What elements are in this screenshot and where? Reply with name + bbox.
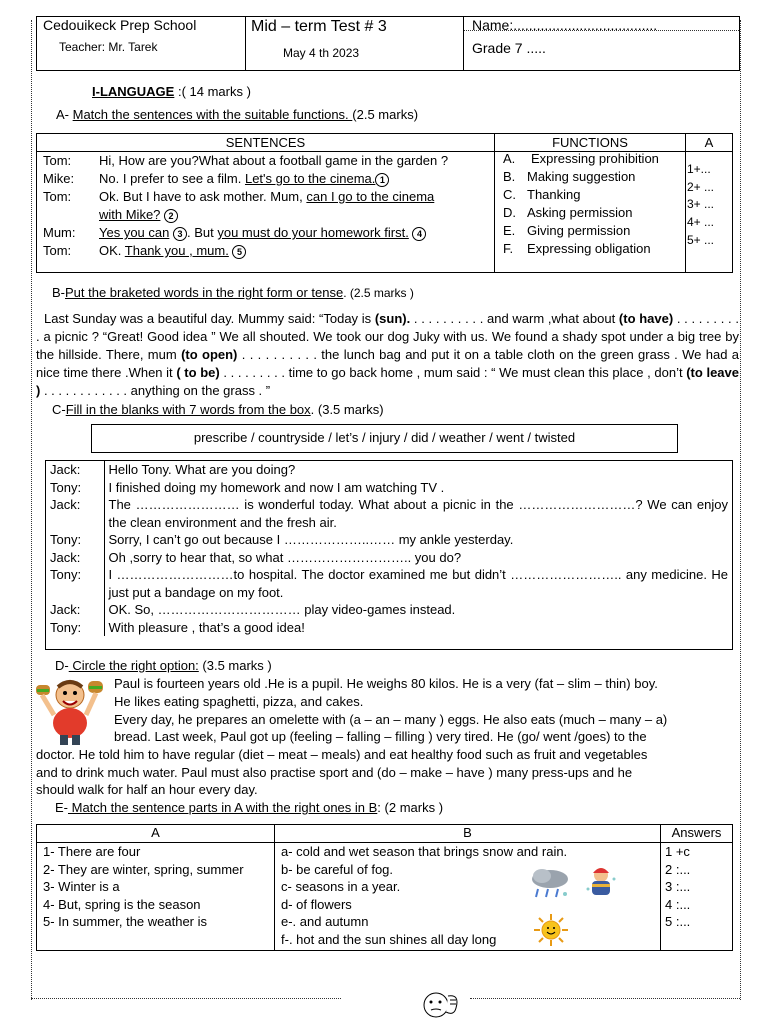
header-middle-cell [245, 17, 464, 70]
bracket-word: (to have) [618, 311, 674, 326]
function-letter: E. [503, 223, 516, 238]
page-border-bottom-right [470, 998, 740, 999]
part-a-instruction: Match the sentences with the suitable functions. [72, 107, 353, 122]
circled-number: 4 [412, 227, 426, 241]
part-c-instruction: Fill in the blanks with 7 words from the box [65, 402, 311, 417]
dialogue-line[interactable]: Sorry, I can’t go out because I ………………..…… my ankle yesterday. [108, 532, 514, 547]
page-border-right [740, 20, 741, 1000]
bracket-word: (to open) [181, 347, 238, 362]
part-d-line[interactable]: bread. Last week, Paul got up (feeling – falling – filling ) very tired. He (go/ went /goes) to the [114, 729, 647, 744]
column-b-header: B [463, 825, 472, 840]
section-title-marks: :( 14 marks ) [177, 84, 251, 99]
part-d-line[interactable]: Every day, he prepares an omelette with (a – an – many ) eggs. He also eats (much – many – a) [114, 712, 668, 727]
answer-slot[interactable]: 1+... [687, 162, 711, 176]
dialogue-line: Hello Tony. What are you doing? [108, 462, 296, 477]
header-table [36, 16, 740, 71]
function-text: Thanking [527, 187, 581, 202]
dialogue-row [46, 479, 732, 497]
part-e-instruction: Match the sentence parts in A with the right ones in B [68, 800, 378, 815]
teacher-name: Teacher: Mr. Tarek [59, 40, 158, 54]
column-a-item: 2- They are winter, spring, summer [43, 862, 244, 877]
answer-slot[interactable]: 3 :... [665, 879, 691, 894]
part-e-prefix: E- [55, 800, 68, 815]
part-c-heading [52, 402, 384, 417]
part-c-marks: . (3.5 marks) [310, 402, 384, 417]
school-name: Cedouikeck Prep School [43, 17, 197, 33]
part-d-marks: (3.5 marks ) [198, 658, 272, 673]
line-text: Ok. But I have to ask mother. Mum, [99, 189, 303, 204]
part-b-instruction: Put the braketed words in the right form or tense [65, 285, 344, 300]
page-border-left [31, 20, 32, 1000]
part-d-line: should walk for half an hour every day. [36, 782, 258, 797]
part-d-prefix: D- [55, 658, 69, 673]
dialogue-table [46, 461, 732, 636]
column-b-item: f-. hot and the sun shines all day long [281, 932, 497, 947]
underlined-sentence: Yes you can [99, 225, 170, 240]
header-divider [37, 842, 732, 843]
dialogue-row [46, 496, 732, 531]
function-item [503, 151, 659, 166]
test-title: Mid – term Test # 3 [251, 18, 387, 35]
part-a-marks: (2.5 marks) [352, 107, 419, 122]
dialogue-line [99, 171, 389, 187]
dialogue-line [99, 189, 434, 204]
column-b-item: a- cold and wet season that brings snow and rain. [281, 844, 568, 859]
column-a-item: 4- But, spring is the season [43, 897, 201, 912]
part-d-instruction: Circle the right option: [68, 658, 199, 673]
function-letter: A. [503, 151, 516, 166]
section-title [92, 84, 251, 99]
answer-slot[interactable]: 2 :... [665, 862, 691, 877]
para-text: . . . . . . . . . time to go back home , mum said : “ We must clean this place , don’t [219, 365, 687, 380]
dialogue-line[interactable]: Oh ,sorry to hear that, so what ……………………….. you do? [108, 549, 462, 565]
part-e-marks: : (2 marks ) [377, 800, 444, 815]
function-letter: C. [503, 187, 516, 202]
sun-icon [531, 913, 571, 947]
answer-slot[interactable]: 3+ ... [687, 197, 715, 211]
speaker: Tom: [43, 189, 72, 204]
column-a-header: A [151, 825, 160, 840]
dialogue-box [45, 460, 733, 650]
dialogue-speaker: Tony: [46, 566, 104, 601]
para-text: . . . . . . . . . . a picnic ? “Great! Good idea ” We all shouted. We took our dog Juky with us. We found a shady spot under a big tree by the hillside. There, mum [36, 311, 739, 362]
header-right-cell [464, 17, 739, 70]
bracket-word: ( to be) [176, 365, 220, 380]
line-text: OK. [99, 243, 122, 258]
dialogue-line[interactable]: OK. So, …………………………… play video-games instead. [108, 602, 456, 617]
part-a-prefix: A- [56, 107, 69, 122]
column-b-item: e-. and autumn [281, 914, 369, 929]
dialogue-speaker: Tony: [46, 531, 104, 549]
line-text: No. I prefer to see a film. [99, 171, 242, 186]
dialogue-line: I finished doing my homework and now I am watching TV . [108, 479, 445, 495]
underlined-sentence: Thank you , mum. [124, 243, 229, 258]
speaker: Mike: [43, 171, 75, 186]
header-dotted-divider [464, 30, 739, 31]
part-b-prefix: B- [52, 285, 65, 300]
column-b-item: b- be careful of fog. [281, 862, 394, 877]
part-c-prefix: C- [52, 402, 66, 417]
word-box: prescribe / countryside / let’s / injury / did / weather / went / twisted [91, 424, 678, 453]
answer-slot[interactable]: 4 :... [665, 897, 691, 912]
answers-header: A [686, 134, 732, 152]
column-a-item: 5- In summer, the weather is [43, 914, 208, 929]
function-text: Expressing obligation [527, 241, 651, 256]
line-text: . But [186, 225, 214, 240]
boy-eating-burgers-illustration [36, 675, 104, 745]
para-text: . . . . . . . . . . and warm ,what about [410, 311, 616, 326]
dialogue-line [99, 243, 246, 259]
column-a-item: 1- There are four [43, 844, 141, 859]
part-a-heading [56, 107, 418, 122]
thinking-face-doodle-icon [416, 988, 466, 1020]
col-divider-2 [685, 134, 686, 272]
dialogue-line: With pleasure , that’s a good idea! [108, 619, 305, 635]
part-b-marks: . (2.5 marks ) [343, 286, 414, 300]
dialogue-row [46, 461, 732, 479]
part-d-line: Paul is fourteen years old .He is a pupil. He weighs 80 kilos. He is a very (fat – slim – thin) boy. [114, 676, 658, 691]
function-text: Making suggestion [527, 169, 636, 184]
answer-slot[interactable]: 2+ ... [687, 180, 715, 194]
function-item [503, 223, 630, 238]
part-a-table [36, 133, 733, 273]
answers-column-header: Answers [671, 825, 722, 840]
speaker: Mum: [43, 225, 76, 240]
circled-number: 1 [375, 173, 389, 187]
underlined-sentence: can I go to the cinema [306, 189, 435, 204]
function-text: Asking permission [527, 205, 633, 220]
part-e-table [36, 824, 733, 951]
dialogue-row [46, 619, 732, 637]
part-e-heading [55, 800, 443, 815]
col-divider-1 [494, 134, 495, 272]
answer-slot[interactable]: 5+ ... [687, 233, 715, 247]
dialogue-speaker: Tony: [46, 619, 104, 637]
dialogue-line [99, 207, 178, 223]
para-text: . . . . . . . . . . the lunch bag and put it on a table cloth on the green grass . We had a nice time there .When it [36, 347, 739, 380]
column-b-item: d- of flowers [281, 897, 352, 912]
dialogue-row [46, 531, 732, 549]
dialogue-speaker: Jack: [46, 549, 104, 567]
circled-number: 2 [164, 209, 178, 223]
grade-label: Grade 7 ..... [472, 40, 546, 56]
sentences-header: SENTENCES [37, 134, 494, 152]
dialogue-row [46, 549, 732, 567]
header-left-cell [37, 17, 246, 70]
function-item [503, 205, 633, 220]
student-name-field[interactable]: Name:..................................... [472, 17, 658, 33]
para-text: Last Sunday was a beautiful day. Mummy said: “Today is [44, 311, 372, 326]
dialogue-speaker: Jack: [46, 601, 104, 619]
answer-slot[interactable]: 4+ ... [687, 215, 715, 229]
functions-header: FUNCTIONS [495, 134, 685, 152]
circled-number: 3 [173, 227, 187, 241]
function-letter: F. [503, 241, 514, 256]
part-b-paragraph [36, 310, 739, 400]
page-border-bottom-left [31, 998, 341, 999]
underlined-sentence: Let's go to the cinema. [244, 171, 376, 186]
col-divider-a [274, 825, 275, 950]
dialogue-speaker: Jack: [46, 496, 104, 531]
circled-number: 5 [232, 245, 246, 259]
part-d-line: He likes eating spaghetti, pizza, and cakes. [114, 694, 364, 709]
function-letter: B. [503, 169, 516, 184]
dialogue-row [46, 601, 732, 619]
function-item [503, 187, 580, 202]
speaker: Tom: [43, 243, 72, 258]
dialogue-speaker: Tony: [46, 479, 104, 497]
dialogue-line [99, 225, 426, 241]
section-title-label: I-LANGUAGE [92, 84, 175, 99]
dialogue-speaker: Jack: [46, 461, 104, 479]
column-a-item: 3- Winter is a [43, 879, 120, 894]
dialogue-row [46, 566, 732, 601]
answer-slot[interactable]: 1 +c [665, 844, 690, 859]
function-letter: D. [503, 205, 516, 220]
part-d-line[interactable]: doctor. He told him to have regular (diet – meat – meals) and eat healthy food such as fruit and vegetables [36, 747, 648, 762]
function-text: Expressing prohibition [531, 151, 659, 166]
underlined-sentence: you must do your homework first. [217, 225, 409, 240]
part-d-heading [55, 658, 272, 673]
col-divider-b [660, 825, 661, 950]
speaker: Tom: [43, 153, 72, 168]
winter-child-icon [583, 865, 619, 901]
function-item [503, 241, 651, 256]
function-item [503, 169, 635, 184]
dialogue-line: Hi, How are you?What about a football game in the garden ? [99, 153, 449, 168]
dialogue-line[interactable]: I ………………………to hospital. The doctor examined me but didn’t …………………….. any medicine. He just put a bandage on my foot. [108, 567, 728, 600]
dialogue-line[interactable]: The …………………… is wonderful today. What about a picnic in the ………………………? We can enjoy the clean environment and the fresh air. [108, 497, 728, 530]
column-b-item: c- seasons in a year. [281, 879, 401, 894]
answer-slot[interactable]: 5 :... [665, 914, 691, 929]
rain-snow-cloud-icon [528, 867, 572, 901]
underlined-sentence: with Mike? [99, 207, 161, 222]
bracket-word: (to leave ) [36, 365, 739, 398]
test-date: May 4 th 2023 [283, 46, 360, 60]
part-b-heading [52, 285, 414, 300]
para-text: . . . . . . . . . . . . anything on the grass . ” [40, 383, 271, 398]
function-text: Giving permission [527, 223, 631, 238]
bracket-word: (sun). [374, 311, 411, 326]
part-d-line[interactable]: and to drink much water. Paul must also practise sport and (do – make – have ) many press-ups and he [36, 765, 633, 780]
